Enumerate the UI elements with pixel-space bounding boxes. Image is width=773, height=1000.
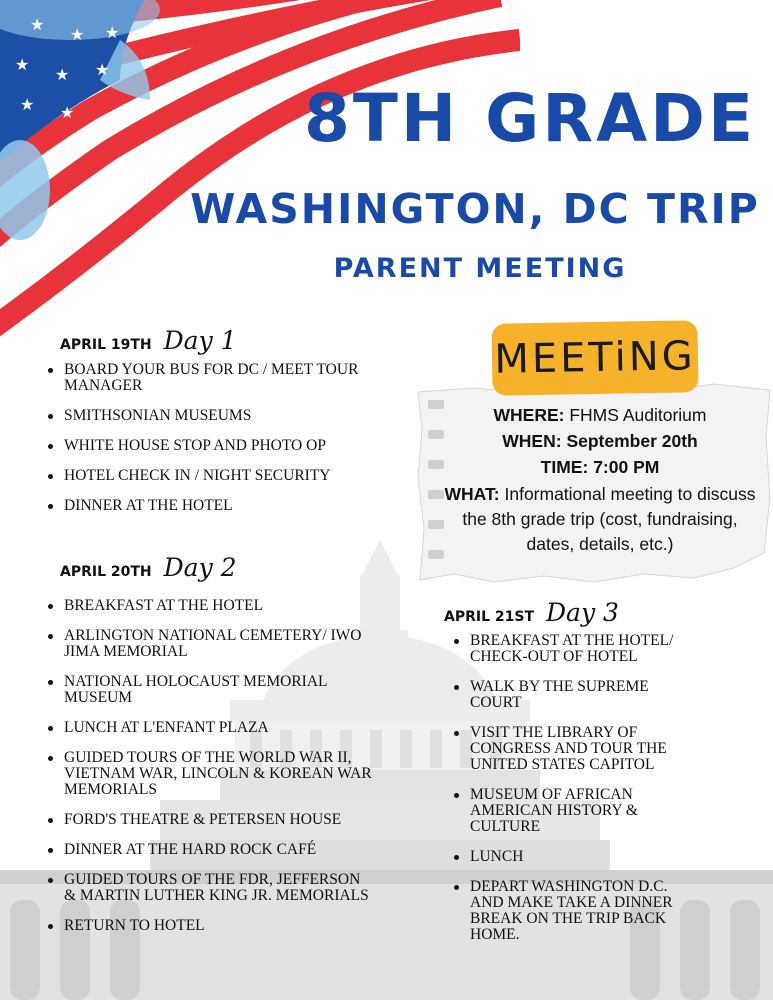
list-item: NATIONAL HOLOCAUST MEMORIAL MUSEUM <box>46 674 376 706</box>
list-item: RETURN TO HOTEL <box>46 918 376 934</box>
page-subtitle: WASHINGTON, DC TRIP <box>190 185 760 233</box>
svg-text:★: ★ <box>60 103 75 122</box>
list-item: WALK BY THE SUPREME COURT <box>452 679 702 711</box>
list-item: LUNCH <box>452 849 702 865</box>
svg-text:★: ★ <box>30 15 45 34</box>
list-item: WHITE HOUSE STOP AND PHOTO OP <box>46 438 386 454</box>
svg-text:★: ★ <box>55 65 70 84</box>
day1-heading <box>60 326 237 355</box>
svg-text:★: ★ <box>105 23 120 42</box>
list-item: GUIDED TOURS OF THE FDR, JEFFERSON & MARTIN LUTHER KING JR. MEMORIALS <box>46 872 376 904</box>
svg-text:★: ★ <box>95 60 110 79</box>
where-label: WHERE: <box>493 405 565 425</box>
day2-date: APRIL 20TH <box>60 564 152 580</box>
day3-name: Day 3 <box>546 598 619 627</box>
meeting-badge <box>491 320 698 396</box>
list-item: DEPART WASHINGTON D.C. AND MAKE TAKE A DINNER BREAK ON THE TRIP BACK HOME. <box>452 879 702 943</box>
meeting-badge-text: MEETiNG <box>493 333 697 383</box>
time-value: 7:00 PM <box>593 457 660 477</box>
day2-itinerary <box>46 598 376 948</box>
day3-heading <box>444 598 619 627</box>
time-label: TIME: <box>540 457 589 477</box>
when-label: WHEN: <box>502 431 562 451</box>
where-value: FHMS Auditorium <box>569 405 707 425</box>
list-item: VISIT THE LIBRARY OF CONGRESS AND TOUR THE UNITED STATES CAPITOL <box>452 725 702 773</box>
svg-text:★: ★ <box>20 95 35 114</box>
day1-date: APRIL 19TH <box>60 337 152 353</box>
list-item: SMITHSONIAN MUSEUMS <box>46 408 386 424</box>
list-item: BREAKFAST AT THE HOTEL <box>46 598 376 614</box>
day2-name: Day 2 <box>163 553 237 582</box>
page-title: 8TH GRADE <box>303 80 757 157</box>
day1-name: Day 1 <box>163 326 237 355</box>
list-item: GUIDED TOURS OF THE WORLD WAR II, VIETNAM WAR, LINCOLN & KOREAN WAR MEMORIALS <box>46 750 376 798</box>
day3-date: APRIL 21ST <box>444 609 534 625</box>
list-item: MUSEUM OF AFRICAN AMERICAN HISTORY & CULTURE <box>452 787 702 835</box>
day3-itinerary <box>452 633 702 957</box>
meeting-what <box>440 482 760 557</box>
svg-text:★: ★ <box>15 55 30 74</box>
svg-text:★: ★ <box>70 25 85 44</box>
parent-meeting-heading: PARENT MEETING <box>333 253 627 284</box>
when-value: September 20th <box>566 431 698 451</box>
list-item: BREAKFAST AT THE HOTEL/ CHECK-OUT OF HOTEL <box>452 633 702 665</box>
list-item: LUNCH AT L'ENFANT PLAZA <box>46 720 376 736</box>
what-label: WHAT: <box>444 484 500 504</box>
meeting-where <box>430 403 770 428</box>
day1-itinerary <box>46 362 386 528</box>
list-item: BOARD YOUR BUS FOR DC / MEET TOUR MANAGER <box>46 362 386 394</box>
day2-heading <box>60 553 237 582</box>
list-item: ARLINGTON NATIONAL CEMETERY/ IWO JIMA MEMORIAL <box>46 628 376 660</box>
list-item: DINNER AT THE HOTEL <box>46 498 386 514</box>
list-item: FORD'S THEATRE & PETERSEN HOUSE <box>46 812 376 828</box>
meeting-when <box>430 429 770 454</box>
list-item: HOTEL CHECK IN / NIGHT SECURITY <box>46 468 386 484</box>
what-value: Informational meeting to discuss the 8th grade trip (cost, fundraising, dates, details, etc.) <box>462 484 756 554</box>
list-item: DINNER AT THE HARD ROCK CAFÉ <box>46 842 376 858</box>
meeting-time <box>430 455 770 480</box>
